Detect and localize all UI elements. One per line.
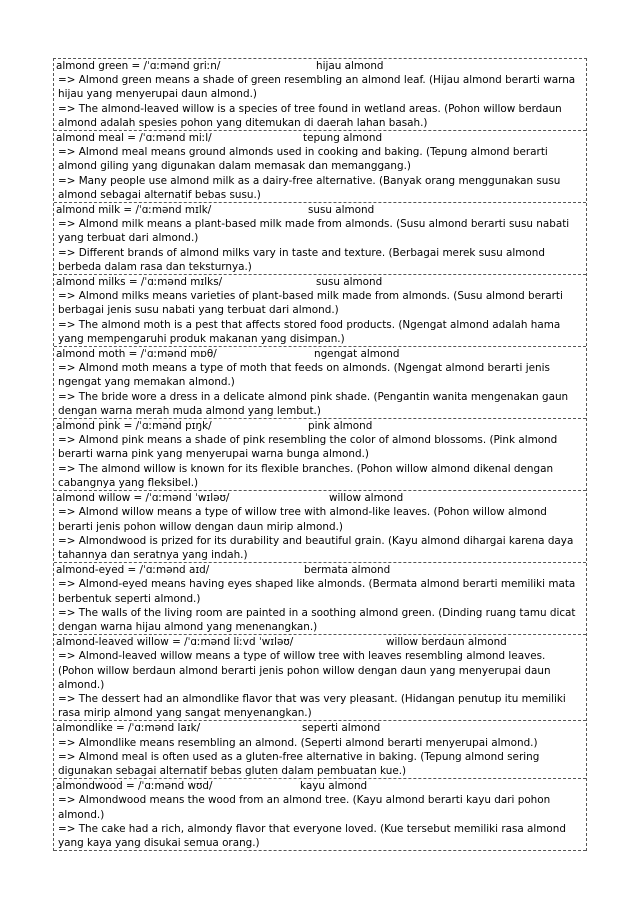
vocab-entry [54,721,586,779]
entry-translation: susu almond [308,204,375,217]
entry-header [56,491,584,505]
entry-translation: willow berdaun almond [386,636,507,649]
entry-header [56,721,584,735]
entry-translation: tepung almond [303,132,383,145]
vocab-entry [54,419,586,491]
entry-term: almondwood = /ˈɑːmənd wʊd/ [56,780,213,793]
entry-translation: ngengat almond [314,348,400,361]
entry-translation: seperti almond [302,722,381,735]
entry-header [56,779,584,793]
entry-header [56,563,584,577]
example-sentence: => Different brands of almond milks vary in taste and texture. (Berbagai merek susu almond berbeda dalam rasa dan teksturnya.) [58,246,545,273]
entry-header [56,275,584,289]
entry-translation: hijau almond [316,60,384,72]
entry-term: almondlike = /ˈɑːmənd laɪk/ [56,722,201,735]
example-sentence: => The bride wore a dress in a delicate almond pink shade. (Pengantin wanita mengenakan gaun dengan warna merah muda almond yang lembut.) [58,390,569,417]
entry-header [56,59,584,73]
entry-term: almond green = /ˈɑːmənd griːn/ [56,60,221,72]
example-sentence: => Almond willow means a type of willow tree with almond-like leaves. (Pohon willow almond berarti jenis pohon willow dengan daun mirip almond.) [58,506,547,533]
entry-translation: pink almond [308,420,373,433]
entry-header [56,635,584,649]
vocab-entry [54,563,586,635]
entry-translation: kayu almond [300,780,368,793]
vocab-entry [54,779,586,851]
example-sentence: => Almond-eyed means having eyes shaped like almonds. (Bermata almond berarti memiliki mata berbentuk seperti almond.) [58,578,576,605]
example-sentence: => Almondwood is prized for its durability and beautiful grain. (Kayu almond dihargai karena daya tahannya dan seratnya yang indah.) [58,534,574,561]
example-sentence: => Almond green means a shade of green resembling an almond leaf. (Hijau almond berarti warna hijau yang menyerupai daun almond.) [58,74,576,101]
entry-header [56,203,584,217]
entry-term: almond pink = /ˈɑːmənd pɪŋk/ [56,420,212,433]
entry-translation: willow almond [329,492,404,505]
vocab-entry [54,275,586,347]
vocab-entry [54,635,586,721]
vocab-entry [54,347,586,419]
entry-term: almond willow = /ˈɑːmənd ˈwɪləʊ/ [56,492,230,505]
entry-header [56,419,584,433]
example-sentence: => Many people use almond milk as a dairy-free alternative. (Banyak orang menggunakan susu almond sebagai alternatif bebas susu.) [58,174,561,201]
vocab-entry [54,491,586,563]
example-sentence: => Almondlike means resembling an almond. (Seperti almond berarti menyerupai almond.) [58,736,538,749]
entry-translation: susu almond [316,276,383,289]
vocab-entry [54,131,586,203]
vocab-entry [54,203,586,275]
example-sentence: => Almond-leaved willow means a type of willow tree with leaves resembling almond leaves. (Pohon willow berdaun almond berarti jenis pohon willow dengan daun yang menyerupai daun almond.) [58,650,551,691]
example-sentence: => Almond milks means varieties of plant-based milk made from almonds. (Susu almond berarti berbagai jenis susu nabati yang terbuat dari almond.) [58,290,563,317]
example-sentence: => The walls of the living room are painted in a soothing almond green. (Dinding ruang tamu dicat dengan warna hijau almond yang menenangkan.) [58,606,576,633]
entry-term: almond-eyed = /ˈɑːmənd aɪd/ [56,564,210,577]
example-sentence: => Almondwood means the wood from an almond tree. (Kayu almond berarti kayu dari pohon almond.) [58,794,551,821]
example-sentence: => Almond meal is often used as a gluten-free alternative in baking. (Tepung almond sering digunakan sebagai alternatif bebas gluten dalam pembuatan kue.) [58,750,540,777]
example-sentence: => The almond willow is known for its flexible branches. (Pohon willow almond dikenal dengan cabangnya yang fleksibel.) [58,462,554,489]
example-sentence: => The almond-leaved willow is a species of tree found in wetland areas. (Pohon willow berdaun almond adalah spesies pohon yang ditemukan di daerah lahan basah.) [58,102,562,129]
entry-term: almond milks = /ˈɑːmənd mɪlks/ [56,276,223,289]
vocab-entry [54,59,586,131]
example-sentence: => The cake had a rich, almondy flavor that everyone loved. (Kue tersebut memiliki rasa almond yang kaya yang disukai semua orang.) [58,822,566,849]
example-sentence: => The almond moth is a pest that affects stored food products. (Ngengat almond adalah hama yang mempengaruhi produk makanan yang disimpan.) [58,318,561,345]
example-sentence: => Almond meal means ground almonds used in cooking and baking. (Tepung almond berarti almond giling yang digunakan dalam memasak dan memanggang.) [58,146,548,173]
example-sentence: => Almond moth means a type of moth that feeds on almonds. (Ngengat almond berarti jenis ngengat yang memakan almond.) [58,362,550,389]
entry-translation: bermata almond [304,564,391,577]
example-sentence: => Almond milk means a plant-based milk made from almonds. (Susu almond berarti susu nabati yang terbuat dari almond.) [58,218,570,245]
entry-term: almond milk = /ˈɑːmənd mɪlk/ [56,204,212,217]
example-sentence: => The dessert had an almondlike flavor that was very pleasant. (Hidangan penutup itu memiliki rasa mirip almond yang sangat menyenangkan.) [58,692,566,720]
entry-header [56,347,584,361]
entry-term: almond-leaved willow = /ˈɑːmənd liːvd ˈwɪləʊ/ [56,636,294,649]
entry-term: almond moth = /ˈɑːmənd mɒθ/ [56,348,217,361]
entry-term: almond meal = /ˈɑːmənd miːl/ [56,132,212,145]
vocabulary-sheet [53,58,587,851]
entry-header [56,131,584,145]
example-sentence: => Almond pink means a shade of pink resembling the color of almond blossoms. (Pink almond berarti warna pink yang menyerupai warna bunga almond.) [58,434,558,461]
